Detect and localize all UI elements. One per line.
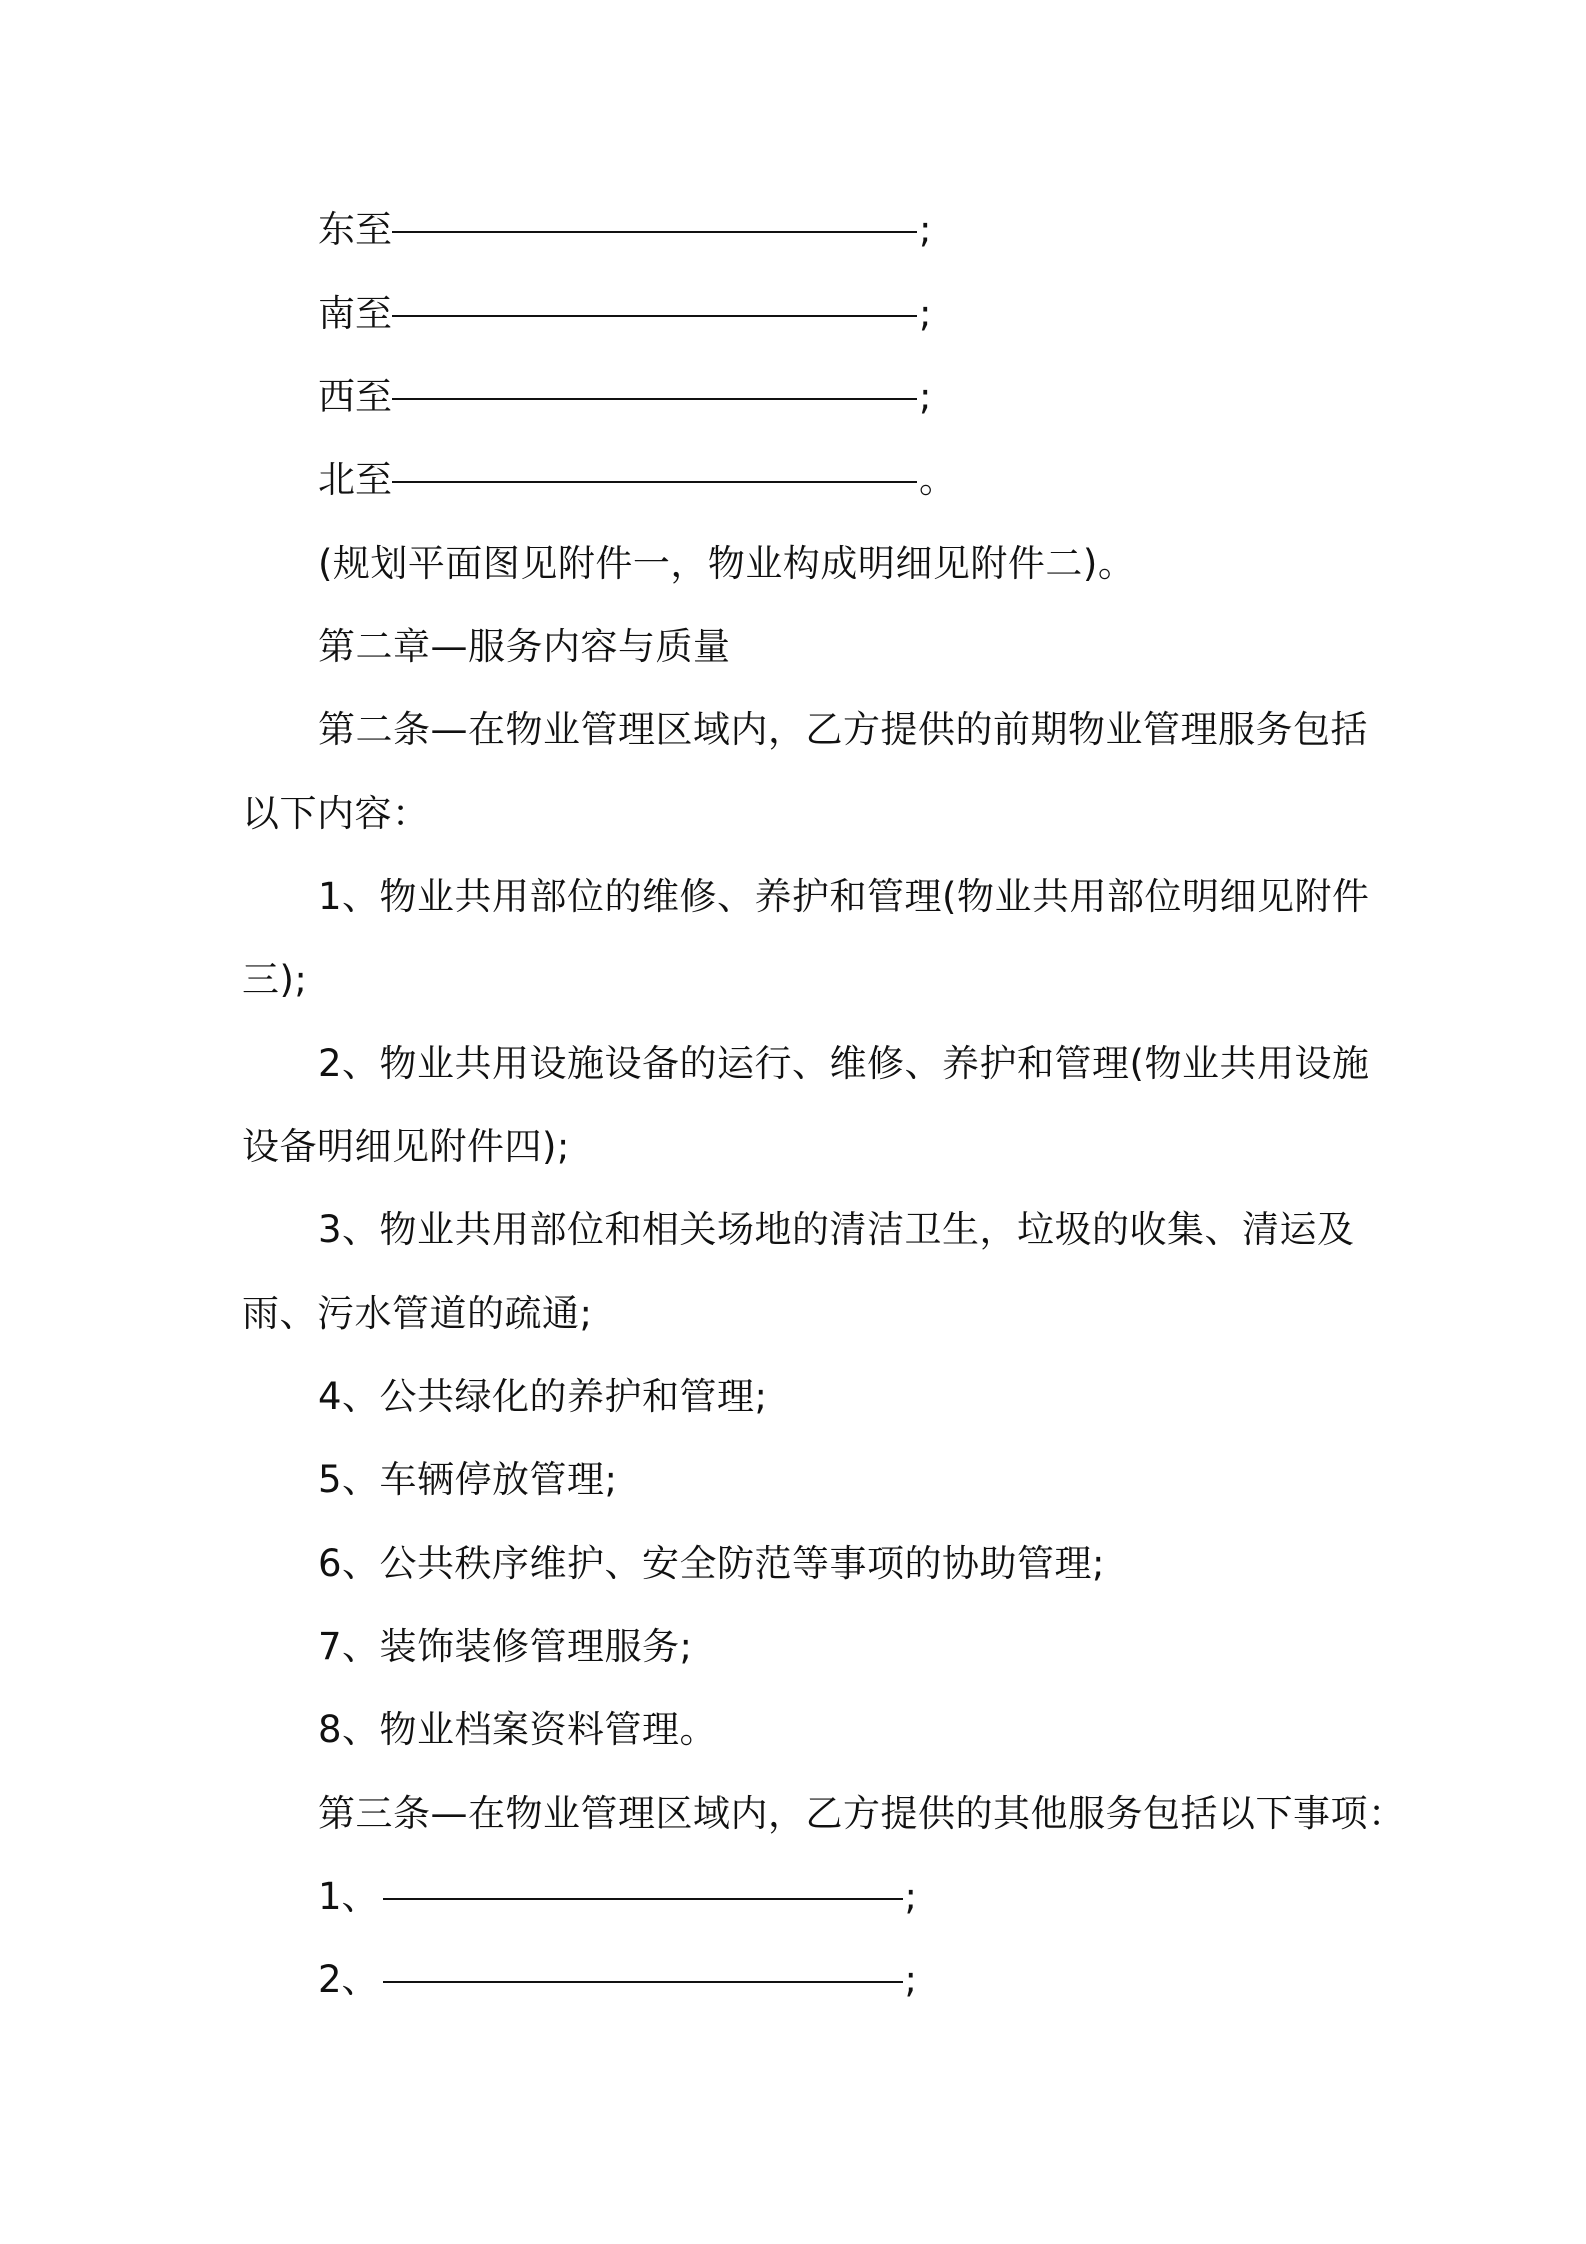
chapter-title: 第二章—服务内容与质量 xyxy=(318,625,731,668)
list-item-3-cont: 雨、污水管道的疏通; xyxy=(242,1292,593,1335)
boundary-label: 西至 xyxy=(318,375,392,418)
article-2-line-2: 以下内容： xyxy=(242,792,430,835)
boundary-west xyxy=(318,373,931,421)
list-item-1-cont: 三); xyxy=(242,958,308,1001)
list-item-2-cont: 设备明细见附件四); xyxy=(242,1125,570,1168)
fill-in-blank[interactable] xyxy=(392,398,917,400)
list-item-7: 7、装饰装修管理服务; xyxy=(318,1625,693,1668)
boundary-north xyxy=(318,456,956,504)
list-item-4: 4、公共绿化的养护和管理; xyxy=(318,1375,768,1418)
boundary-label: 东至 xyxy=(318,208,392,251)
list-item-8: 8、物业档案资料管理。 xyxy=(318,1708,718,1751)
list-item-2: 2、物业共用设施设备的运行、维修、养护和管理(物业共用设施 xyxy=(318,1042,1370,1085)
other-item-end: ; xyxy=(904,1958,918,2001)
list-item-1: 1、物业共用部位的维修、养护和管理(物业共用部位明细见附件 xyxy=(318,875,1370,918)
fill-in-blank[interactable] xyxy=(392,481,917,483)
boundary-label: 北至 xyxy=(318,458,392,501)
list-item-5: 5、车辆停放管理; xyxy=(318,1458,618,1501)
article-2-line-1: 第二条—在物业管理区域内，乙方提供的前期物业管理服务包括 xyxy=(318,708,1368,751)
boundary-south xyxy=(318,290,931,338)
boundary-end: ; xyxy=(919,292,932,335)
article-3: 第三条—在物业管理区域内，乙方提供的其他服务包括以下事项： xyxy=(318,1792,1406,1835)
list-item-3: 3、物业共用部位和相关场地的清洁卫生，垃圾的收集、清运及 xyxy=(318,1208,1355,1251)
fill-in-blank[interactable] xyxy=(383,1898,903,1900)
attachment-note: (规划平面图见附件一，物业构成明细见附件二)。 xyxy=(318,542,1136,585)
other-item-end: ; xyxy=(904,1875,918,1918)
fill-in-blank[interactable] xyxy=(392,231,917,233)
fill-in-blank[interactable] xyxy=(383,1981,903,1983)
boundary-east xyxy=(318,206,931,254)
boundary-end: ; xyxy=(919,208,932,251)
boundary-end: ; xyxy=(919,375,932,418)
boundary-end: 。 xyxy=(919,458,956,501)
fill-in-blank[interactable] xyxy=(392,315,917,317)
other-item-label: 2、 xyxy=(318,1958,379,2001)
other-item-2 xyxy=(318,1956,917,2004)
other-item-label: 1、 xyxy=(318,1875,379,1918)
other-item-1 xyxy=(318,1873,917,1921)
boundary-label: 南至 xyxy=(318,292,392,335)
list-item-6: 6、公共秩序维护、安全防范等事项的协助管理; xyxy=(318,1542,1106,1585)
